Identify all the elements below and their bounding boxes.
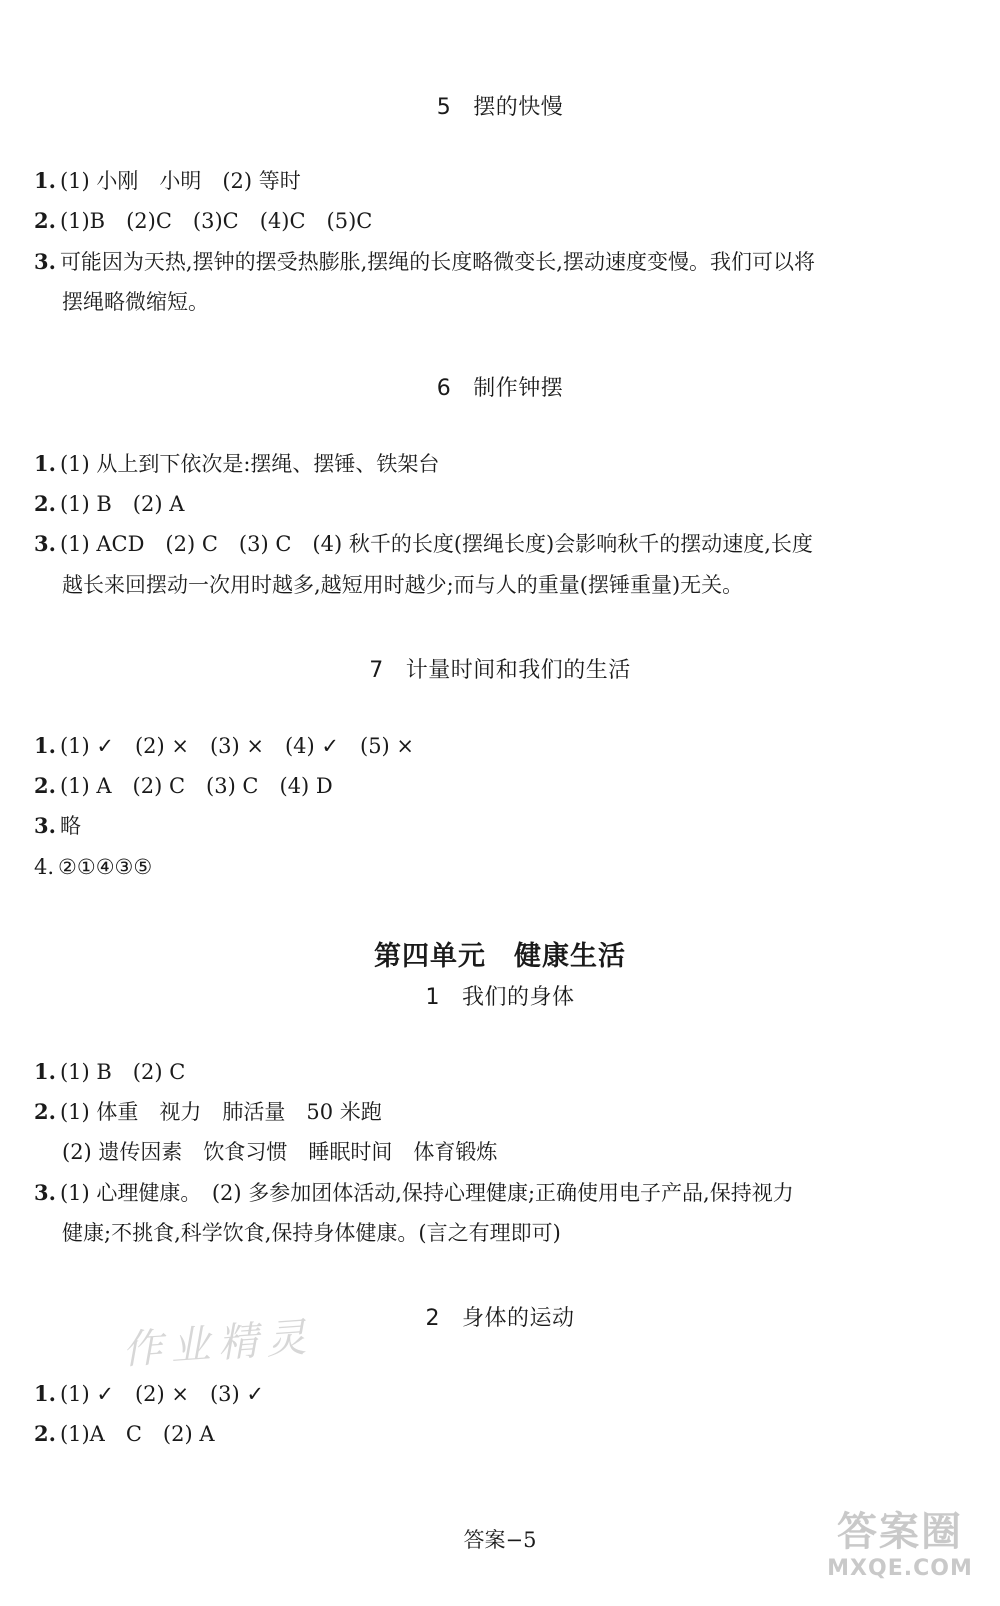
question-number: 3. [34,249,56,274]
answer-text: 健康;不挑食,科学饮食,保持身体健康。(言之有理即可) [62,1221,561,1245]
section-number: 7 [369,658,384,683]
watermark-text: 作业精灵 [120,1314,316,1374]
site-logo [812,1508,988,1600]
answer-line [34,1098,382,1126]
question-number: 2. [34,491,56,516]
answer-text: ②①④③⑤ [58,855,153,879]
question-number: 2. [34,1421,56,1446]
answer-text: (1) ✓ (2) × (3) × (4) ✓ (5) × [59,734,415,758]
answer-text: (1) A (2) C (3) C (4) D [59,774,333,798]
answer-line [34,1420,215,1448]
section-title: 我们的身体 [461,985,575,1010]
answer-line-continued [62,571,743,599]
question-number: 1. [34,168,56,193]
section-heading-5 [0,90,1000,121]
answer-text: (1) ✓ (2) × (3) ✓ [59,1382,264,1406]
answer-line [34,248,815,276]
section-number: 1 [425,985,440,1010]
question-number: 3. [34,813,56,838]
answer-line [34,812,81,840]
answer-text: (1) ACD (2) C (3) C (4) 秋千的长度(摆绳长度)会影响秋千的摆动速度,长度 [59,532,813,556]
answer-text: (1) B (2) A [59,492,185,516]
answer-text: (2) 遗传因素 饮食习惯 睡眠时间 体育锻炼 [62,1140,498,1164]
answer-line-continued [62,288,209,316]
question-number: 1. [34,1381,56,1406]
answer-line-continued [62,1138,497,1166]
answer-line [34,1179,794,1207]
section-number: 2 [425,1306,440,1331]
section-heading-6 [0,371,1000,402]
section-title: 计量时间和我们的生活 [405,658,631,683]
question-number: 3. [34,1180,56,1205]
answer-text: 摆绳略微缩短。 [62,290,209,314]
question-number: 4. [34,855,55,879]
answer-line [34,772,333,800]
answer-text: (1)A C (2) A [59,1422,215,1446]
section-heading-7 [0,653,1000,684]
answer-text: (1) 心理健康。 (2) 多参加团体活动,保持心理健康;正确使用电子产品,保持视力 [59,1181,794,1205]
answer-line [34,853,152,881]
answer-text: 可能因为天热,摆钟的摆受热膨胀,摆绳的长度略微变长,摆动速度变慢。我们可以将 [59,250,815,274]
page-number: 答案−5 [463,1528,537,1552]
answer-line [34,207,372,235]
section-number: 6 [436,376,452,401]
answer-text: (1) 小刚 小明 (2) 等时 [59,169,301,193]
question-number: 3. [34,531,56,556]
question-number: 1. [34,451,56,476]
section-title: 制作钟摆 [473,376,564,401]
answer-line [34,732,414,760]
answer-line [34,1380,264,1408]
section-number: 5 [436,95,452,120]
question-number: 1. [34,1059,56,1084]
section-title: 摆的快慢 [473,95,564,120]
answer-text: (1) B (2) C [59,1060,186,1084]
answer-line [34,167,301,195]
answer-line [34,490,184,518]
question-number: 2. [34,1099,56,1124]
answer-line [34,530,813,558]
section-heading-unit4-1 [0,980,1000,1011]
unit-title: 第四单元 健康生活 [374,941,626,972]
answer-text: 略 [59,814,81,838]
question-number: 2. [34,773,56,798]
logo-text: 答案圈 [837,1509,963,1555]
answer-line [34,450,439,478]
question-number: 1. [34,733,56,758]
answer-text: 越长来回摆动一次用时越多,越短用时越少;而与人的重量(摆锤重量)无关。 [62,573,744,597]
section-title: 身体的运动 [461,1306,575,1331]
answer-text: (1) 体重 视力 肺活量 50 米跑 [59,1100,382,1124]
answer-line [34,1058,185,1086]
answer-line-continued [62,1219,561,1247]
logo-domain: MXQE.COM [827,1556,973,1581]
answer-text: (1) 从上到下依次是:摆绳、摆锤、铁架台 [59,452,440,476]
question-number: 2. [34,208,56,233]
answer-text: (1)B (2)C (3)C (4)C (5)C [59,209,373,233]
